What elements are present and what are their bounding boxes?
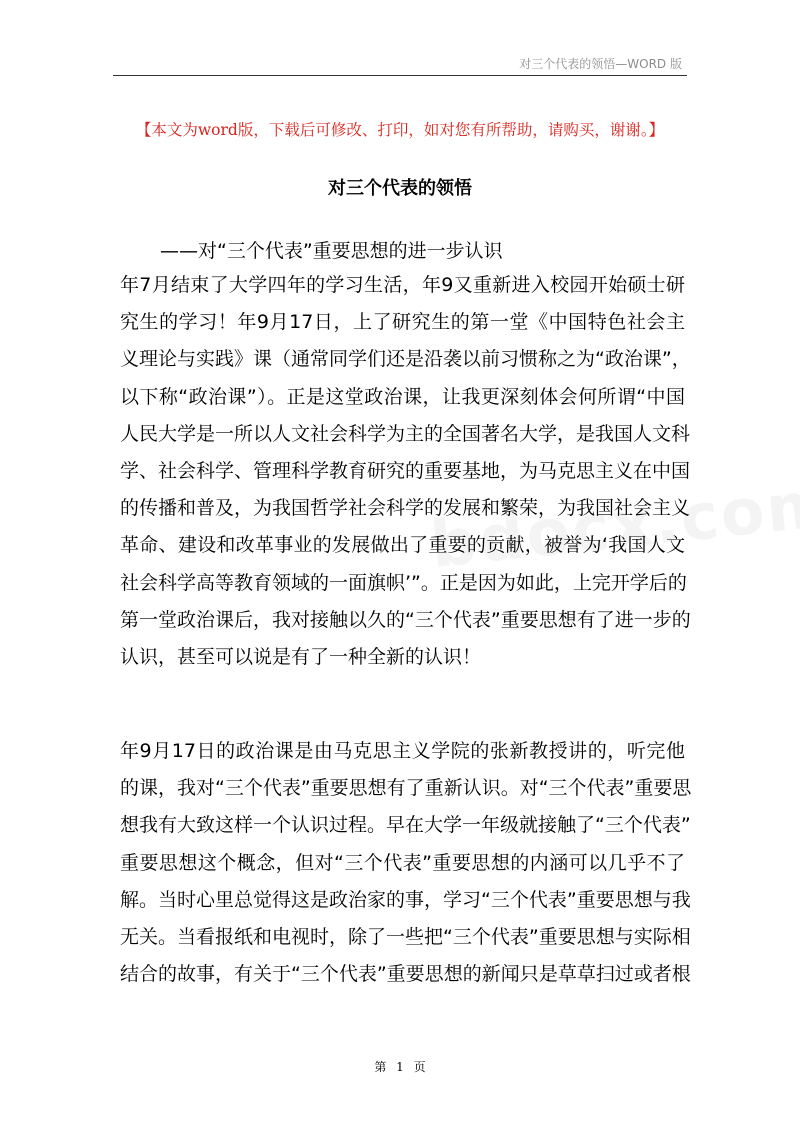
paragraph-line: 年9月17日的政治课是由马克思主义学院的张新教授讲的，听完他 [120,740,685,762]
paragraph-line: 结合的故事，有关于“三个代表”重要思想的新闻只是草草扫过或者根 [120,963,691,986]
paragraph-line: 的课，我对“三个代表”重要思想有了重新认识。对“三个代表”重要思 [120,777,692,800]
purchase-notice: 【本文为word版，下载后可修改、打印，如对您有所帮助，请购买，谢谢。】 [135,121,665,139]
paragraph-line: 第一堂政治课后，我对接触以久的“三个代表”重要思想有了进一步的 [120,608,691,631]
paragraph-line: 革命、建设和改革事业的发展做出了重要的贡献，被誉为‘我国人文 [120,534,685,557]
page-number: 1 [396,1060,404,1074]
paragraph-line: 社会科学高等教育领域的一面旗帜’”。正是因为如此，上完开学后的 [120,571,687,594]
paragraph-line: 义理论与实践》课（通常同学们还是沿袭以前习惯称之为“政治课”， [120,348,691,371]
running-header: 对三个代表的领悟—WORD 版 [519,57,682,71]
paragraph-line: 究生的学习！年9月17日，上了研究生的第一堂《中国特色社会主 [120,311,685,334]
paragraph-line: 解。当时心里总觉得这是政治家的事，学习“三个代表”重要思想与我 [120,888,691,911]
header-divider [113,75,687,76]
paragraph-line: 人民大学是一所以人文社会科学为主的全国著名大学，是我国人文科 [120,422,691,445]
paragraph-2 [120,733,692,993]
page-label-prefix: 第 [374,1060,387,1074]
page-label-suffix: 页 [413,1060,426,1074]
paragraph-line: 想我有大致这样一个认识过程。早在大学一年级就接触了“三个代表” [120,814,691,837]
paragraph-line: 的传播和普及，为我国哲学社会科学的发展和繁荣，为我国社会主义 [120,497,691,520]
paragraph-1 [120,267,691,676]
paragraph-line: 无关。当看报纸和电视时，除了一些把“三个代表”重要思想与实际相 [120,926,691,949]
paragraph-line: 认识，甚至可以说是有了一种全新的认识！ [120,646,482,669]
document-subtitle: ——对“三个代表”重要思想的进一步认识 [160,240,503,262]
paragraph-line: 以下称“政治课”）。正是这堂政治课，让我更深刻体会何所谓“中国 [120,385,685,408]
page-footer [0,1058,800,1075]
paragraph-line: 年7月结束了大学四年的学习生活，年9又重新进入校园开始硕士研 [120,274,685,296]
document-title: 对三个代表的领悟 [328,178,472,199]
paragraph-line: 重要思想这个概念，但对“三个代表”重要思想的内涵可以几乎不了 [120,851,685,874]
paragraph-line: 学、社会科学、管理科学教育研究的重要基地，为马克思主义在中国 [120,460,691,483]
